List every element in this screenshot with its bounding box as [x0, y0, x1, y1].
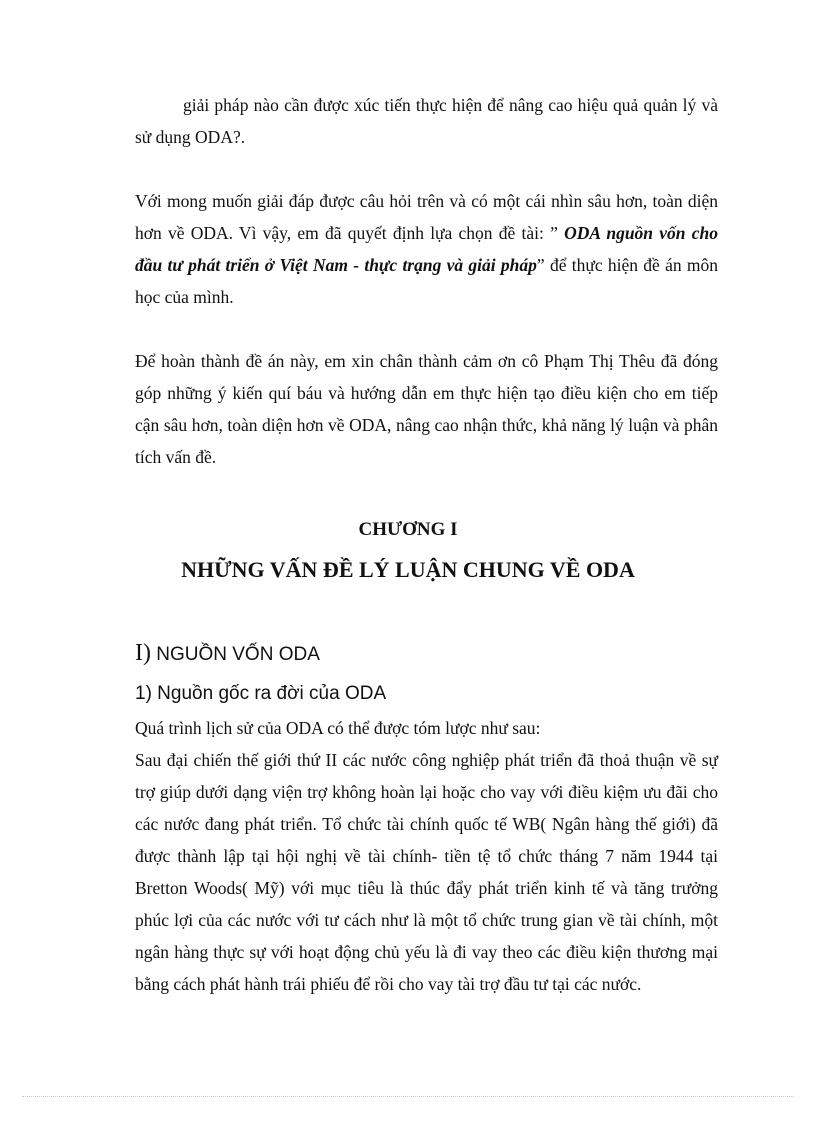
paragraph-topic-end: ” để thực hiện đề án môn học của mình. — [135, 255, 718, 307]
section-heading — [135, 636, 718, 672]
section-number: I) — [135, 640, 151, 666]
chapter-title: NHỮNG VẤN ĐỀ LÝ LUẬN CHUNG VỀ ODA — [181, 557, 635, 582]
paragraph-topic-text: Với mong muốn giải đáp được câu hỏi trên và có một cái nhìn sâu hơn, toàn diện hơn về ODA. Vì vậy, em đã quyết định lựa chọn đề tài: ” — [135, 191, 718, 243]
paragraph-intro: Quá trình lịch sử của ODA có thể được tóm lược như sau: — [135, 718, 541, 738]
chapter-label: CHƯƠNG I — [358, 519, 458, 540]
thesis-title: ODA nguồn vốn cho đầu tư phát triển ở Việt Nam - thực trạng và giải pháp — [135, 223, 718, 275]
paragraph-topic-choice — [135, 185, 718, 313]
section-title: NGUỒN VỐN ODA — [150, 644, 320, 665]
page-footer-divider — [22, 1096, 794, 1097]
paragraph-history: Sau đại chiến thế giới thứ II các nước công nghiệp phát triển đã thoả thuận về sự trợ giúp dưới dạng viện trợ không hoàn lại hoặc cho vay với điều kiệm ưu đãi cho các nước đang phát triển. Tổ chức tài chính quốc tế WB( Ngân hàng thế giới) đã được thành lập tại hội nghị về tài chính- tiền tệ tổ chức tháng 7 năm 1944 tại Bretton Woods( Mỹ) với mục tiêu là thúc đẩy phát triển kinh tế và tăng trưởng phúc lợi của các nước với tư cách như là một tổ chức trung gian về tài chính, một ngân hàng thực sự với hoạt động chủ yếu là đi vay theo các điều kiện thương mại bằng cách phát hành trái phiếu để rồi cho vay tài trợ đầu tư tại các nước. — [135, 750, 718, 994]
paragraph-acknowledgement: Để hoàn thành đề án này, em xin chân thành cảm ơn cô Phạm Thị Thêu đã đóng góp những ý kiến quí báu và hướng dẫn em thực hiện tạo điều kiện cho em tiếp cận sâu hơn, toàn diện hơn về ODA, nâng cao nhận thức, khả năng lý luận và phân tích vấn đề. — [135, 351, 718, 467]
subsection-heading: 1) Nguồn gốc ra đời của ODA — [135, 683, 387, 704]
paragraph-continuation: giải pháp nào cần được xúc tiến thực hiện để nâng cao hiệu quả quản lý và sử dụng ODA?. — [135, 95, 718, 147]
